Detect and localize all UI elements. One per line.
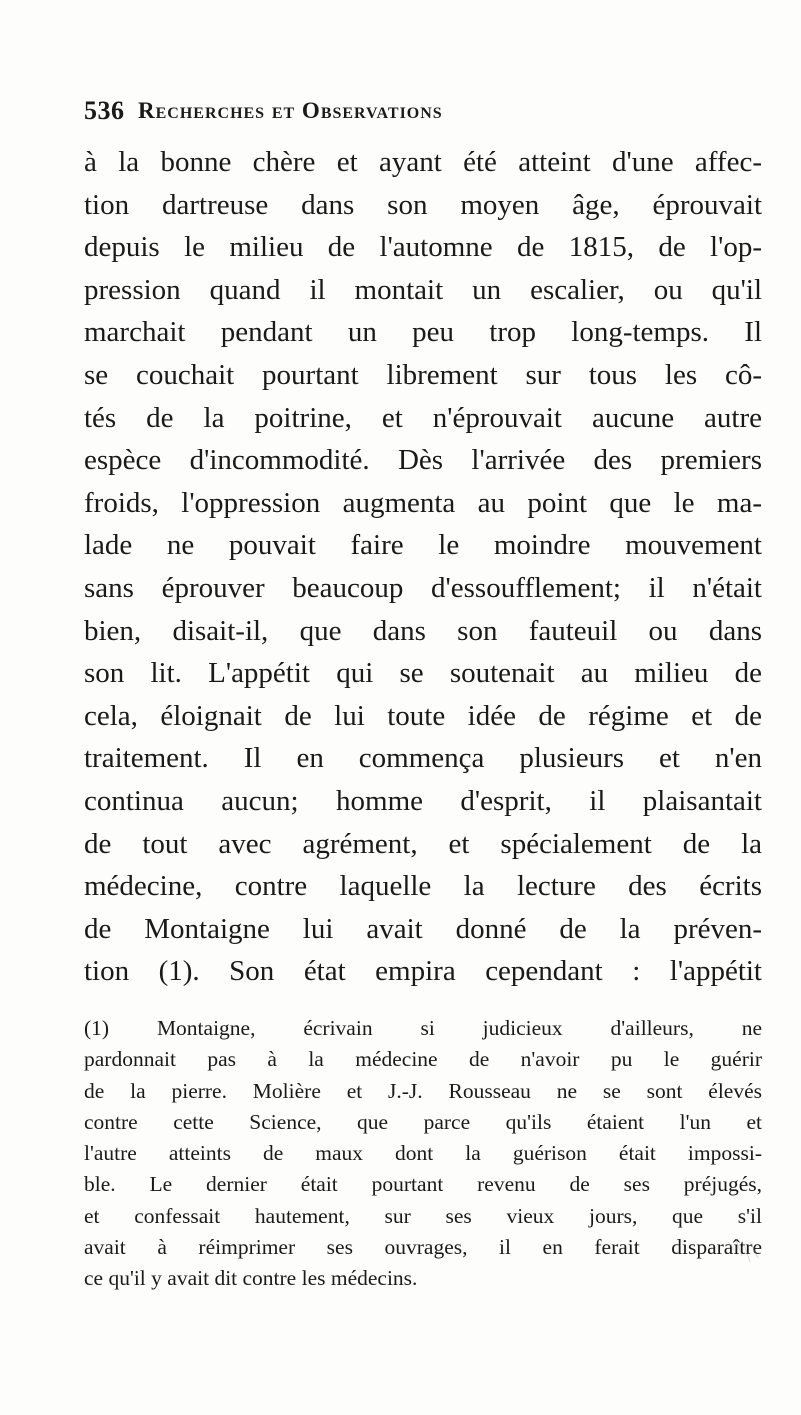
running-title: Recherches et Observations bbox=[138, 98, 443, 123]
page-number: 536 bbox=[84, 96, 125, 125]
text-line: tion (1). Son état empira cependant : l'appétit bbox=[84, 955, 762, 988]
footnote-line: l'autre atteints de maux dont la guérison était impossi- bbox=[84, 1141, 762, 1166]
footnote-line: ce qu'il y avait dit contre les médecins. bbox=[84, 1266, 418, 1291]
footnote-line: ble. Le dernier était pourtant revenu de ses préjugés, bbox=[84, 1172, 762, 1197]
text-line: de tout avec agrément, et spécialement de la bbox=[84, 827, 762, 860]
text-line: médecine, contre laquelle la lecture des écrits bbox=[84, 870, 762, 903]
text-line: tés de la poitrine, et n'éprouvait aucune autre bbox=[84, 401, 762, 434]
footnote-line: pardonnait pas à la médecine de n'avoir pu le guérir bbox=[84, 1047, 762, 1072]
main-text bbox=[84, 141, 762, 993]
text-line: son lit. L'appétit qui se soutenait au milieu de bbox=[84, 657, 762, 690]
text-line: de Montaigne lui avait donné de la préven- bbox=[84, 912, 762, 945]
page-header bbox=[84, 96, 764, 136]
text-line: bien, disait-il, que dans son fauteuil ou dans bbox=[84, 614, 762, 647]
text-line: espèce d'incommodité. Dès l'arrivée des premiers bbox=[84, 444, 762, 477]
text-line: cela, éloignait de lui toute idée de régime et de bbox=[84, 699, 762, 732]
text-line: se couchait pourtant librement sur tous les cô- bbox=[84, 358, 762, 391]
paper-smudge bbox=[724, 1236, 764, 1266]
text-line: continua aucun; homme d'esprit, il plaisantait bbox=[84, 784, 762, 817]
text-line: pression quand il montait un escalier, ou qu'il bbox=[84, 273, 762, 306]
footnote-line: contre cette Science, que parce qu'ils étaient l'un et bbox=[84, 1109, 762, 1134]
footnote bbox=[84, 1013, 762, 1295]
footnote-line: avait à réimprimer ses ouvrages, il en ferait disparaître bbox=[84, 1235, 762, 1260]
footnote-line: de la pierre. Molière et J.-J. Rousseau ne se sont élevés bbox=[84, 1078, 762, 1103]
text-line: lade ne pouvait faire le moindre mouvement bbox=[84, 529, 762, 562]
text-line: marchait pendant un peu trop long-temps. Il bbox=[84, 316, 762, 349]
footnote-line: (1) Montaigne, écrivain si judicieux d'ailleurs, ne bbox=[84, 1016, 762, 1040]
text-line: froids, l'oppression augmenta au point que le ma- bbox=[84, 486, 762, 519]
text-line: sans éprouver beaucoup d'essoufflement; il n'était bbox=[84, 571, 762, 604]
text-line: traitement. Il en commença plusieurs et n'en bbox=[84, 742, 762, 775]
footnote-line: et confessait hautement, sur ses vieux jours, que s'il bbox=[84, 1203, 762, 1228]
text-line: depuis le milieu de l'automne de 1815, de l'op- bbox=[84, 231, 762, 264]
text-line: à la bonne chère et ayant été atteint d'une affec- bbox=[84, 146, 762, 178]
text-line: tion dartreuse dans son moyen âge, éprouvait bbox=[84, 188, 762, 221]
